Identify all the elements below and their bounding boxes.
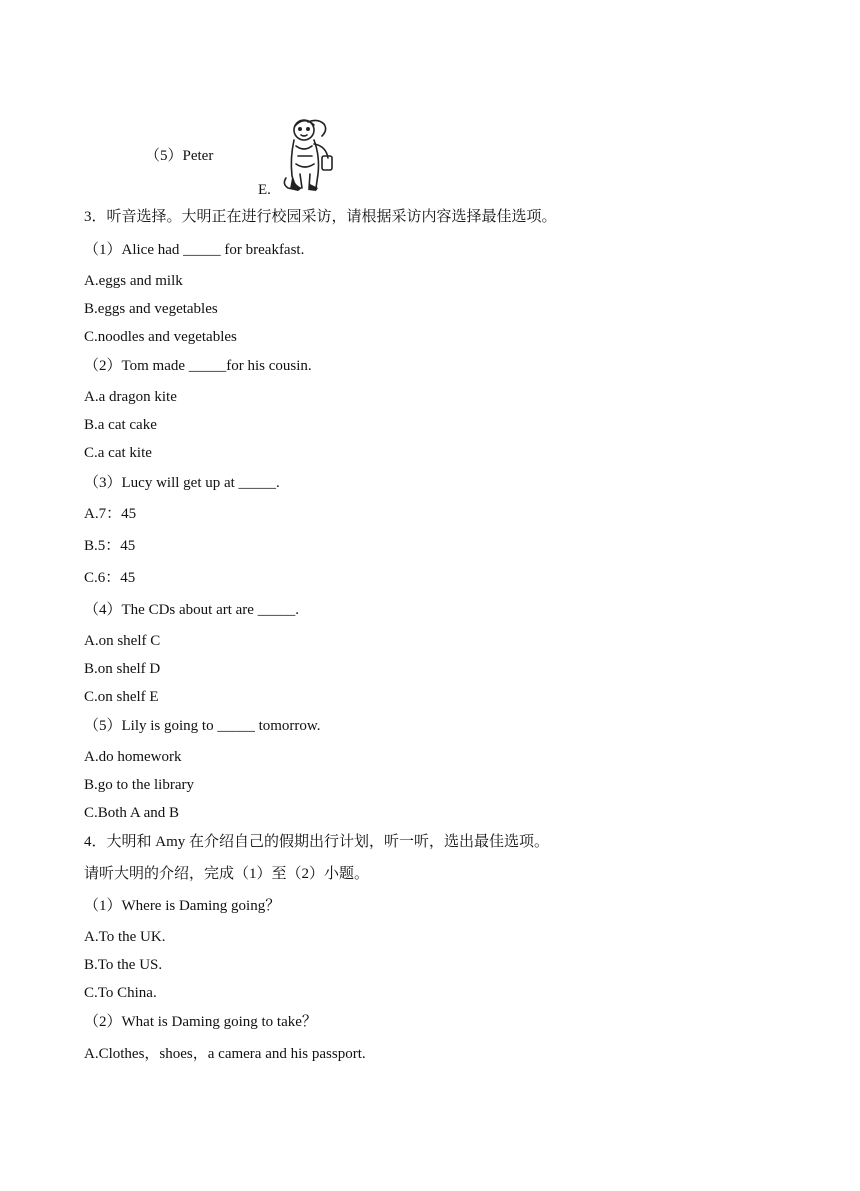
q3-item-1-question: （1）Alice had _____ for breakfast.: [84, 242, 305, 258]
q3-item-3-question: （3）Lucy will get up at _____.: [84, 475, 280, 491]
q4-item-2-question: （2）What is Daming going to take？: [84, 1014, 317, 1030]
q3-item-5-question: （5）Lily is going to _____ tomorrow.: [84, 718, 321, 734]
matching-item-5: （5）Peter: [145, 148, 214, 164]
q4-item-2-option-a: A.Clothes，shoes，a camera and his passport.: [84, 1046, 366, 1062]
q3-item-4-question: （4）The CDs about art are _____.: [84, 602, 299, 618]
q3-item-2-option-c: C.a cat kite: [84, 445, 152, 461]
cartoon-child-figure-image: [278, 116, 336, 192]
q3-item-5-option-b: B.go to the library: [84, 777, 194, 793]
q3-item-4-option-c: C.on shelf E: [84, 689, 159, 705]
q3-item-3-option-a: A.7：45: [84, 506, 137, 522]
question-4-instruction: 请听大明的介绍，完成（1）至（2）小题。: [84, 866, 370, 882]
q3-item-4-option-b: B.on shelf D: [84, 661, 161, 677]
q3-item-2-option-b: B.a cat cake: [84, 417, 157, 433]
q3-item-3-option-b: B.5：45: [84, 538, 136, 554]
option-e-label: E.: [258, 182, 271, 198]
q4-item-1-option-c: C.To China.: [84, 985, 157, 1001]
q4-item-1-option-b: B.To the US.: [84, 957, 163, 973]
q4-item-1-option-a: A.To the UK.: [84, 929, 166, 945]
q4-item-1-question: （1）Where is Daming going？: [84, 898, 281, 914]
q3-item-5-option-c: C.Both A and B: [84, 805, 180, 821]
q3-item-2-option-a: A.a dragon kite: [84, 389, 177, 405]
question-3-heading: 3．听音选择。大明正在进行校园采访，请根据采访内容选择最佳选项。: [84, 209, 557, 225]
question-4-heading: 4．大明和 Amy 在介绍自己的假期出行计划，听一听，选出最佳选项。: [84, 834, 550, 850]
q3-item-4-option-a: A.on shelf C: [84, 633, 161, 649]
q3-item-1-option-b: B.eggs and vegetables: [84, 301, 218, 317]
q3-item-2-question: （2）Tom made _____for his cousin.: [84, 358, 312, 374]
q3-item-1-option-c: C.noodles and vegetables: [84, 329, 237, 345]
q3-item-3-option-c: C.6：45: [84, 570, 136, 586]
q3-item-1-option-a: A.eggs and milk: [84, 273, 183, 289]
q3-item-5-option-a: A.do homework: [84, 749, 182, 765]
